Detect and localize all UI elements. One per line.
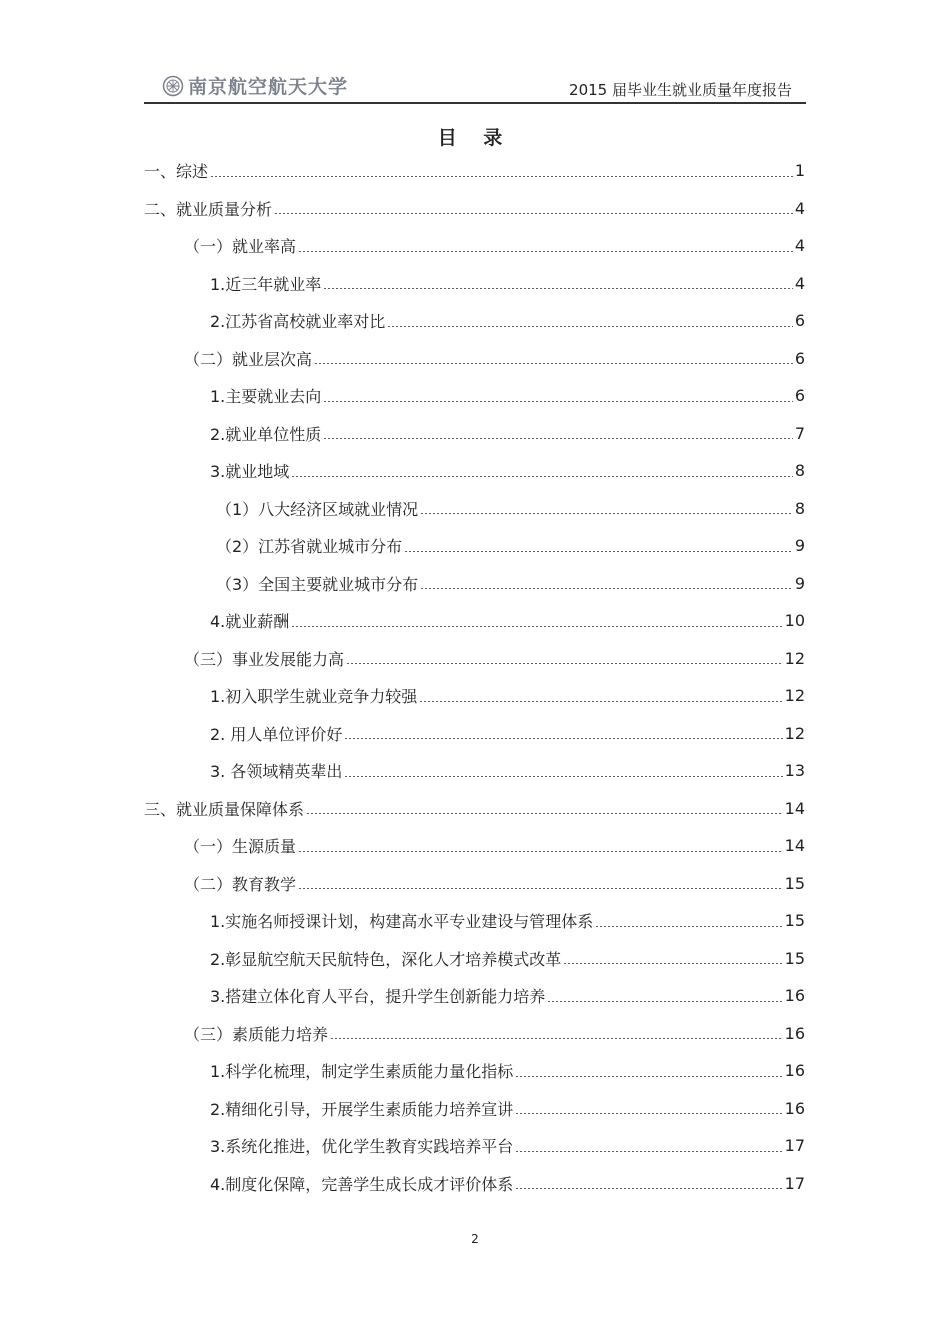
toc-leader-dots: [330, 1027, 783, 1039]
toc-leader-dots: [515, 1065, 782, 1077]
toc-entry-title: 一、综述: [144, 162, 209, 182]
toc-entry-title: 2.精细化引导，开展学生素质能力培养宣讲: [210, 1099, 514, 1119]
toc-entry[interactable]: [144, 1127, 806, 1165]
toc-entry-title: （一）就业率高: [184, 237, 297, 257]
toc-entry-page: 7: [794, 423, 805, 443]
table-of-contents: [144, 152, 806, 1202]
toc-entry-title: （二）就业层次高: [184, 349, 313, 369]
page-number: 2: [471, 1232, 479, 1246]
toc-entry[interactable]: [144, 602, 806, 640]
toc-entry-page: 4: [794, 236, 805, 256]
toc-entry-page: 15: [784, 873, 805, 893]
toc-entry-title: 2.江苏省高校就业率对比: [210, 312, 386, 332]
toc-entry[interactable]: [144, 340, 806, 378]
toc-entry-page: 9: [794, 573, 805, 593]
toc-entry-title: 二、就业质量分析: [144, 199, 273, 219]
toc-entry[interactable]: [144, 865, 806, 903]
university-emblem-icon: [162, 75, 184, 97]
toc-leader-dots: [515, 1140, 782, 1152]
toc-leader-dots: [306, 802, 783, 814]
toc-title: 目 录: [437, 127, 513, 149]
toc-leader-dots: [346, 652, 783, 664]
toc-entry-title: 1.近三年就业率: [210, 274, 322, 294]
toc-entry[interactable]: [144, 490, 806, 528]
toc-leader-dots: [291, 615, 782, 627]
toc-entry[interactable]: [144, 152, 806, 190]
toc-entry-page: 13: [784, 761, 805, 781]
toc-leader-dots: [323, 277, 793, 289]
toc-entry[interactable]: [144, 265, 806, 303]
toc-entry[interactable]: [144, 827, 806, 865]
toc-entry-title: （三）素质能力培养: [184, 1024, 329, 1044]
toc-entry-title: （1）八大经济区域就业情况: [216, 499, 419, 519]
toc-entry-title: （三）事业发展能力高: [184, 649, 345, 669]
toc-entry-page: 10: [784, 611, 805, 631]
toc-leader-dots: [298, 240, 793, 252]
toc-leader-dots: [515, 1177, 782, 1189]
toc-entry-title: 1.初入职学生就业竞争力较强: [210, 687, 418, 707]
toc-leader-dots: [420, 502, 793, 514]
toc-entry-title: 2.就业单位性质: [210, 424, 322, 444]
toc-entry[interactable]: [144, 1090, 806, 1128]
toc-entry[interactable]: [144, 677, 806, 715]
toc-entry-page: 16: [784, 1061, 805, 1081]
page-header: [144, 64, 806, 104]
toc-entry[interactable]: [144, 1015, 806, 1053]
toc-entry[interactable]: [144, 302, 806, 340]
toc-entry[interactable]: [144, 227, 806, 265]
toc-entry[interactable]: [144, 377, 806, 415]
toc-leader-dots: [387, 315, 793, 327]
toc-entry[interactable]: [144, 977, 806, 1015]
toc-entry-title: 3.就业地域: [210, 462, 290, 482]
toc-leader-dots: [420, 577, 793, 589]
toc-entry-page: 14: [784, 798, 805, 818]
toc-leader-dots: [210, 165, 793, 177]
toc-entry-title: 3.系统化推进，优化学生教育实践培养平台: [210, 1137, 514, 1157]
toc-entry-page: 9: [794, 536, 805, 556]
toc-entry-title: 2.彰显航空航天民航特色，深化人才培养模式改革: [210, 949, 562, 969]
toc-entry-title: （一）生源质量: [184, 837, 297, 857]
toc-leader-dots: [547, 990, 782, 1002]
toc-entry-title: 3.搭建立体化育人平台，提升学生创新能力培养: [210, 987, 546, 1007]
toc-entry-page: 6: [794, 348, 805, 368]
toc-entry-page: 17: [784, 1173, 805, 1193]
toc-entry-page: 16: [784, 986, 805, 1006]
toc-entry-page: 16: [784, 1023, 805, 1043]
toc-entry-title: 三、就业质量保障体系: [144, 799, 305, 819]
toc-leader-dots: [404, 540, 793, 552]
university-logo: [162, 72, 348, 99]
toc-entry-title: （2）江苏省就业城市分布: [216, 537, 403, 557]
toc-entry-page: 16: [784, 1098, 805, 1118]
toc-leader-dots: [274, 202, 793, 214]
toc-leader-dots: [291, 465, 793, 477]
toc-entry-title: 1.主要就业去向: [210, 387, 322, 407]
toc-entry-title: （3）全国主要就业城市分布: [216, 574, 419, 594]
toc-entry-page: 12: [784, 723, 805, 743]
toc-entry[interactable]: [144, 715, 806, 753]
toc-entry-page: 14: [784, 836, 805, 856]
toc-entry-page: 17: [784, 1136, 805, 1156]
toc-entry[interactable]: [144, 1165, 806, 1203]
toc-leader-dots: [323, 427, 793, 439]
toc-entry[interactable]: [144, 415, 806, 453]
toc-entry-page: 6: [794, 386, 805, 406]
toc-entry[interactable]: [144, 565, 806, 603]
toc-entry[interactable]: [144, 1052, 806, 1090]
toc-entry[interactable]: [144, 640, 806, 678]
toc-entry-page: 6: [794, 311, 805, 331]
toc-entry-title: （二）教育教学: [184, 874, 297, 894]
toc-entry-page: 15: [784, 911, 805, 931]
toc-leader-dots: [298, 877, 783, 889]
university-name: 南京航空航天大学: [188, 76, 349, 98]
toc-entry-page: 1: [794, 161, 805, 181]
toc-entry-page: 15: [784, 948, 805, 968]
toc-entry-page: 12: [784, 686, 805, 706]
toc-leader-dots: [314, 352, 793, 364]
toc-leader-dots: [344, 727, 782, 739]
toc-entry[interactable]: [144, 940, 806, 978]
toc-entry[interactable]: [144, 790, 806, 828]
toc-leader-dots: [563, 952, 782, 964]
toc-leader-dots: [595, 915, 782, 927]
toc-entry-title: 1.科学化梳理，制定学生素质能力量化指标: [210, 1062, 514, 1082]
toc-leader-dots: [323, 390, 793, 402]
toc-leader-dots: [419, 690, 782, 702]
toc-entry-title: 3. 各领域精英辈出: [210, 762, 343, 782]
toc-leader-dots: [344, 765, 782, 777]
toc-entry-page: 4: [794, 273, 805, 293]
toc-entry-page: 8: [794, 498, 805, 518]
toc-entry[interactable]: [144, 527, 806, 565]
toc-entry-page: 12: [784, 648, 805, 668]
toc-entry-title: 2. 用人单位评价好: [210, 724, 343, 744]
toc-entry[interactable]: [144, 452, 806, 490]
report-title: 2015 届毕业生就业质量年度报告: [569, 81, 792, 99]
toc-entry[interactable]: [144, 902, 806, 940]
toc-leader-dots: [298, 840, 783, 852]
toc-entry-title: 4.就业薪酬: [210, 612, 290, 632]
toc-entry-page: 4: [794, 198, 805, 218]
toc-entry[interactable]: [144, 190, 806, 228]
toc-entry[interactable]: [144, 752, 806, 790]
toc-entry-title: 4.制度化保障，完善学生成长成才评价体系: [210, 1174, 514, 1194]
toc-leader-dots: [515, 1102, 782, 1114]
toc-entry-page: 8: [794, 461, 805, 481]
toc-entry-title: 1.实施名师授课计划，构建高水平专业建设与管理体系: [210, 912, 594, 932]
